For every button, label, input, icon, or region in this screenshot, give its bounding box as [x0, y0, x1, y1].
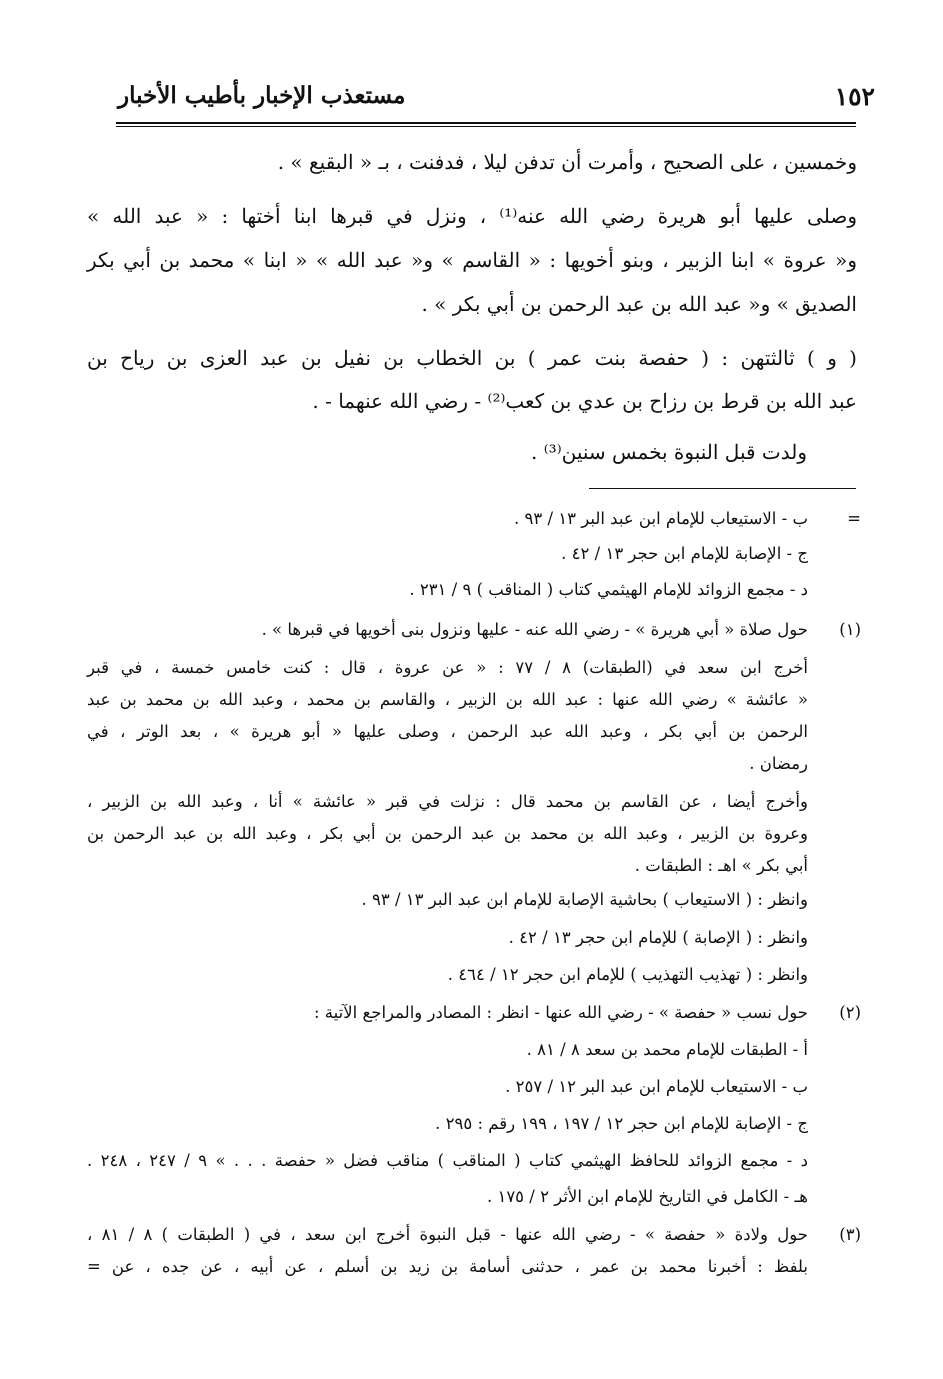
footnote-line: وانظر : ( تهذيب التهذيب ) للإمام ابن حجر ١٢ / ٤٦٤ . [447, 965, 808, 984]
footnote-line: ب - الاستيعاب للإمام ابن عبد البر ١٣ / ٩٣ . [513, 509, 808, 528]
footnote-line: هـ - الكامل في التاريخ للإمام ابن الأثر ٢ / ١٧٥ . [486, 1187, 808, 1206]
footnote-line: بلفظ : أخبرنا محمد بن عمر ، حدثنى أسامة بن زيد بن أسلم ، عن أبيه ، عن جده ، عن = [87, 1257, 808, 1276]
footnote-line: د - مجمع الزوائد للإمام الهيثمي كتاب ( المناقب ) ٩ / ٢٣١ . [409, 580, 808, 599]
footnote-line: وعروة بن الزبير ، وعبد الله بن محمد بن عبد الرحمن بن أبي بكر ، وعبد الله بن عبد الرحمن بن [87, 824, 808, 843]
footnote-line: ج - الإصابة للإمام ابن حجر ١٢ / ١٩٧ ، ١٩٩ رقم : ٢٩٥ . [435, 1114, 808, 1133]
footnote-line: حول ولادة « حفصة » - رضي الله عنها - قبل النبوة أخرج ابن سعد ، في ( الطبقات ) ٨ / ٨١ ، [87, 1225, 809, 1244]
footnote-line: رمضان . [749, 754, 808, 773]
main-text-line: عبد الله بن قرط بن رزاح بن عدي بن كعب⁽²⁾ - رضي الله عنهما - . [312, 389, 857, 413]
footnote-line: وانظر : ( الإصابة ) للإمام ابن حجر ١٣ / ٤٢ . [508, 928, 808, 947]
footnote-line: وأخرج أيضا ، عن القاسم بن محمد قال : نزلت في قبر « عائشة » أنا ، وعبد الله بن الزبير ، [87, 792, 808, 811]
footnote-separator [589, 488, 856, 489]
main-text-line: الصديق » و« عبد الله بن عبد الرحمن بن أبي بكر » . [421, 292, 857, 316]
footnote-line: حول صلاة « أبي هريرة » - رضي الله عنه - عليها ونزول بنى أخويها في قبرها » . [261, 620, 808, 639]
footnote-mark: (٢) [839, 1003, 861, 1022]
main-text-line: وخمسين ، على الصحيح ، وأمرت أن تدفن ليلا ، فدفنت ، بـ « البقيع » . [277, 150, 857, 174]
footnote-mark: = [847, 509, 861, 528]
footnote-line: الرحمن بن أبي بكر ، وعبد الله عبد الرحمن ، وصلى عليها « أبو هريرة » ، بعد الوتر ، في [87, 722, 808, 741]
page-number: ١٥٢ [834, 82, 875, 111]
header-rule-thin [116, 126, 856, 127]
footnote-line: د - مجمع الزوائد للحافظ الهيثمي كتاب ( المناقب ) مناقب فضل « حفصة . . . » ٩ / ٢٤٧ ، ٢٤٨ . [87, 1151, 808, 1170]
footnote-line: وانظر : ( الاستيعاب ) بحاشية الإصابة للإمام ابن عبد البر ١٣ / ٩٣ . [361, 890, 808, 909]
running-title: مستعذب الإخبار بأطيب الأخبار [118, 82, 406, 109]
footnote-line: أخرج ابن سعد في (الطبقات) ٨ / ٧٧ : « عن عروة ، قال : كنت خامس خمسة ، في قبر [87, 658, 808, 677]
main-text-line: ( و ) ثالثتهن : ( حفصة بنت عمر ) بن الخطاب بن نفيل بن عبد العزى بن رياح بن [87, 346, 857, 370]
footnote-mark: (٣) [839, 1225, 861, 1244]
footnote-line: ج - الإصابة للإمام ابن حجر ١٣ / ٤٢ . [561, 544, 808, 563]
footnote-line: ب - الاستيعاب للإمام ابن عبد البر ١٢ / ٢٥٧ . [505, 1077, 808, 1096]
footnote-line: أ - الطبقات للإمام محمد بن سعد ٨ / ٨١ . [526, 1040, 808, 1059]
footnote-line: أبي بكر » اهـ : الطبقات . [634, 856, 808, 875]
main-text-line: و« عروة » ابنا الزبير ، وبنو أخويها : « القاسم » و« عبد الله » « ابنا » محمد بن أبي بكر [87, 248, 857, 272]
main-text-line: ولدت قبل النبوة بخمس سنين⁽³⁾ . [531, 440, 807, 464]
footnote-line: حول نسب « حفصة » - رضي الله عنها - انظر : المصادر والمراجع الآتية : [314, 1003, 808, 1022]
footnote-line: « عائشة » رضي الله عنها : عبد الله بن الزبير ، والقاسم بن محمد ، وعبد الله بن محمد بن عبد [87, 690, 808, 709]
main-text-line: وصلى عليها أبو هريرة رضي الله عنه⁽¹⁾ ، ونزل في قبرها ابنا أختها : « عبد الله » [87, 204, 857, 228]
footnote-mark: (١) [839, 620, 861, 639]
header-rule [116, 122, 856, 124]
